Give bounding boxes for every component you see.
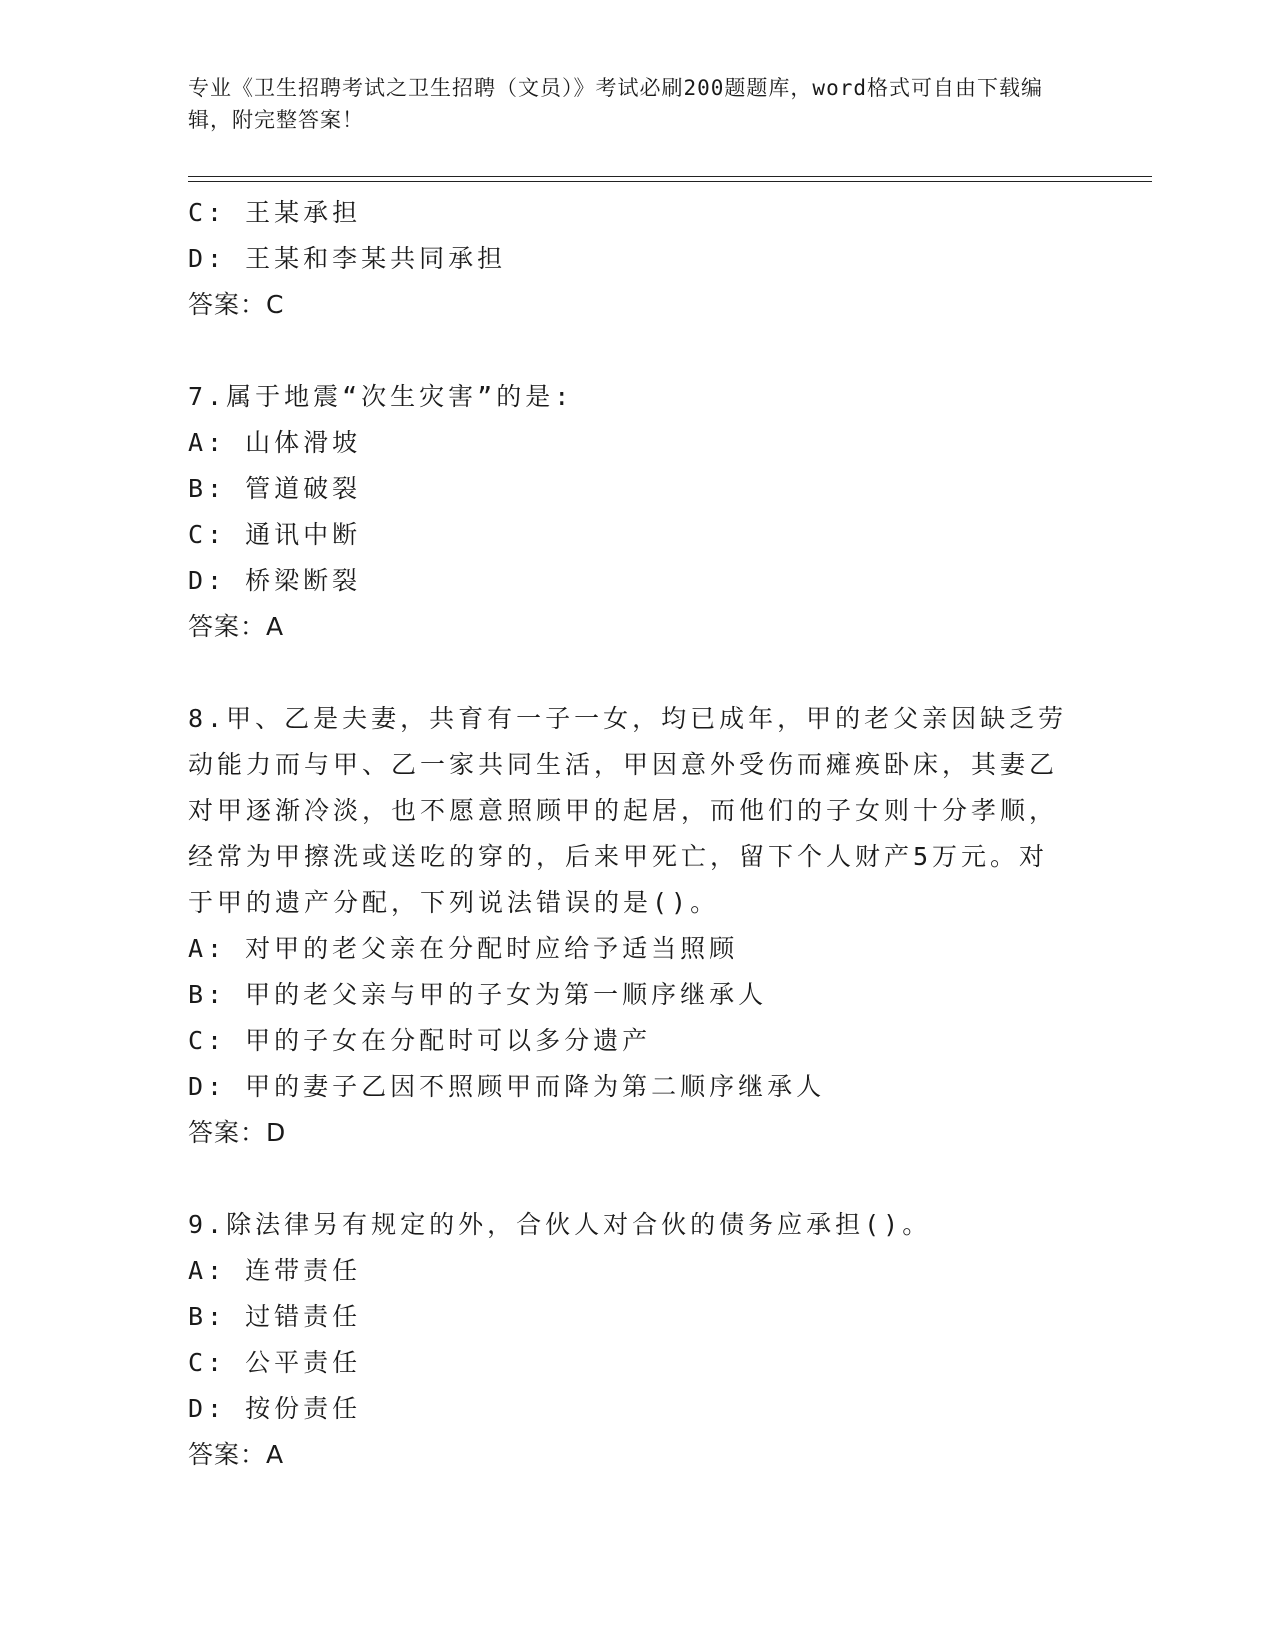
answer-line: 答案：D xyxy=(188,1118,287,1147)
option-a: A: 连带责任 xyxy=(188,1256,362,1285)
answer-line: 答案：A xyxy=(188,612,285,641)
option-d: D: 王某和李某共同承担 xyxy=(188,244,507,273)
option-b: B: 管道破裂 xyxy=(188,474,362,503)
question-spacer xyxy=(188,650,1088,696)
question-spacer xyxy=(188,1156,1088,1202)
continued-question xyxy=(188,190,1088,328)
option-c: C: 甲的子女在分配时可以多分遗产 xyxy=(188,1026,652,1055)
question-stem: 9.除法律另有规定的外，合伙人对合伙的债务应承担()。 xyxy=(188,1210,932,1239)
question-content xyxy=(188,190,1088,1478)
option-b: B: 甲的老父亲与甲的子女为第一顺序继承人 xyxy=(188,980,768,1009)
page-header: 专业《卫生招聘考试之卫生招聘（文员）》考试必刷200题题库，word格式可自由下载编辑，附完整答案！ xyxy=(188,76,1043,132)
option-d: D: 甲的妻子乙因不照顾甲而降为第二顺序继承人 xyxy=(188,1072,826,1101)
question-stem-line: 经常为甲擦洗或送吃的穿的，后来甲死亡，留下个人财产5万元。对 xyxy=(188,842,1049,871)
option-b: B: 过错责任 xyxy=(188,1302,362,1331)
question-spacer xyxy=(188,328,1088,374)
answer-line: 答案：C xyxy=(188,290,285,319)
question-stem-line: 对甲逐渐冷淡，也不愿意照顾甲的起居，而他们的子女则十分孝顺， xyxy=(188,796,1059,825)
option-a: A: 山体滑坡 xyxy=(188,428,362,457)
option-c: C: 王某承担 xyxy=(188,198,362,227)
question-stem: 7.属于地震“次生灾害”的是: xyxy=(188,382,574,411)
option-c: C: 通讯中断 xyxy=(188,520,362,549)
option-a: A: 对甲的老父亲在分配时应给予适当照顾 xyxy=(188,934,739,963)
header-double-rule xyxy=(188,176,1152,182)
question-stem-line: 于甲的遗产分配，下列说法错误的是()。 xyxy=(188,888,720,917)
option-d: D: 按份责任 xyxy=(188,1394,362,1423)
question-stem-line: 8.甲、乙是夫妻，共育有一子一女，均已成年，甲的老父亲因缺乏劳 xyxy=(188,704,1068,733)
question-8 xyxy=(188,696,1088,1156)
answer-line: 答案：A xyxy=(188,1440,285,1469)
question-stem-line: 动能力而与甲、乙一家共同生活，甲因意外受伤而瘫痪卧床，其妻乙 xyxy=(188,750,1059,779)
option-d: D: 桥梁断裂 xyxy=(188,566,362,595)
option-c: C: 公平责任 xyxy=(188,1348,362,1377)
question-7 xyxy=(188,374,1088,650)
question-9 xyxy=(188,1202,1088,1478)
